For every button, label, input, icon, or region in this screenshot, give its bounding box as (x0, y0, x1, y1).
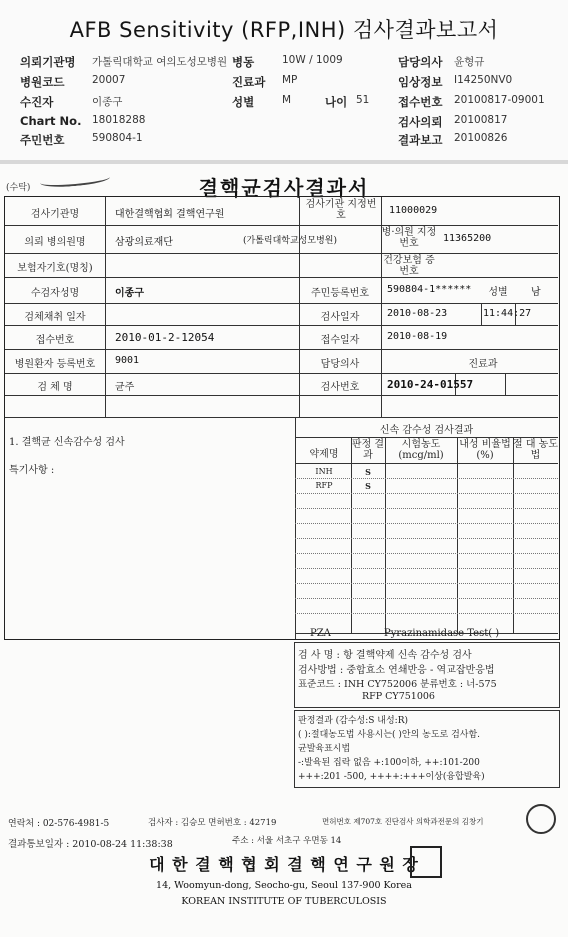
label-accession: 접수번호 (398, 95, 443, 109)
value-specimen: 균주 (115, 382, 135, 393)
col-proportion: 내성 비율법(%) (459, 439, 511, 461)
value-test-no: 2010-24-01557 (387, 378, 474, 391)
rule (295, 437, 558, 438)
value-hospital-sub: (가톨릭대학교성모병원) (243, 236, 337, 246)
form-title: 결핵균검사결과서 (198, 176, 370, 200)
rule (5, 325, 558, 326)
value-test-date: 2010-08-23 (387, 308, 448, 319)
report-header (0, 0, 568, 160)
label-sex: 성별 (488, 287, 508, 298)
label-hospital-code: 병·의원 지정번호 (381, 227, 437, 249)
rule (505, 373, 506, 395)
rule (295, 417, 296, 639)
header-row (0, 94, 568, 112)
label-report-date: 결과보고 (398, 133, 443, 147)
label-test-date: 검사일자 (320, 312, 360, 323)
value-sex: M (282, 94, 292, 106)
label-chart-no: Chart No. (20, 114, 82, 128)
scanned-form (0, 164, 568, 937)
standard-code-2: RFP CY751006 (362, 691, 435, 702)
label-department: 진료과 (232, 75, 266, 89)
header-row (0, 74, 568, 92)
value-chart-no: 18018288 (92, 114, 146, 126)
header-row (0, 114, 568, 132)
value-accession-no: 2010-01-2-12054 (115, 331, 215, 344)
judgement-line: 판정결과 (감수성:S 내성:R) (298, 716, 408, 726)
judgement-line: -:발육된 집락 없음 +:100이하, ++:101-200 (298, 758, 480, 768)
pza-test: Pyrazinamidase Test( ) (384, 628, 500, 639)
notify-date: 결과통보일자 : 2010-08-24 11:38:38 (8, 839, 173, 850)
value-requesting-hospital: 삼광의료재단 (115, 237, 173, 248)
label-test-institution: 검사기관명 (30, 209, 80, 220)
row-rule (295, 493, 558, 494)
received-mark: (수탁) (6, 183, 31, 193)
label-institution: 의뢰기관명 (20, 55, 76, 69)
label-institution-code: 검사기관 지정번호 (305, 199, 377, 221)
label-sex: 성별 (232, 95, 255, 109)
label-hospital-code: 병원코드 (20, 75, 65, 89)
rule (5, 253, 558, 254)
value-request-date: 20100817 (454, 114, 508, 126)
address-en: 14, Woomyun-dong, Seocho-gu, Seoul 137-900 Korea (156, 880, 412, 891)
value-institution: 가톨릭대학교 여의도성모병원 (92, 56, 228, 68)
value-rrn: 590804-1****** (387, 284, 472, 295)
label-clinical-info: 임상정보 (398, 75, 443, 89)
remarks-label: 특기사항 : (9, 465, 55, 476)
rule (5, 277, 558, 278)
label-patient: 수진자 (20, 95, 54, 109)
row-rule (295, 613, 558, 614)
label-insurer: 보험자기호(명칭) (17, 263, 93, 274)
value-doctor: 윤형규 (454, 56, 485, 68)
row-rule (295, 553, 558, 554)
label-age: 나이 (325, 95, 348, 109)
label-test-no: 검사번호 (320, 382, 360, 393)
col-drug: 약제명 (309, 449, 339, 460)
col-concentration: 시험농도 (mcg/ml) (398, 439, 444, 461)
value-age: 51 (356, 94, 370, 106)
row-rule (295, 523, 558, 524)
value-hospital-code: 11365200 (443, 233, 492, 244)
tester: 검사자 : 김승모 면허번호 : 42719 (148, 818, 277, 828)
value-hospital-code: 20007 (92, 74, 126, 86)
value-institution-code: 11000029 (389, 205, 438, 216)
value-clinical-info: I14250NV0 (454, 74, 513, 86)
value-test-time: 11:44:27 (483, 308, 532, 319)
label-rrn: 주민등록번호 (311, 288, 369, 299)
value-patient-name: 이종구 (115, 288, 144, 299)
label-receipt-date: 접수일자 (320, 335, 360, 346)
judgement-line: ( ):절대농도법 사용시는( )안의 농도로 검사함. (298, 730, 481, 740)
rule (105, 197, 106, 417)
rule (5, 303, 558, 304)
value-rrn: 590804-1 (92, 132, 143, 144)
drug-result: S (365, 467, 371, 477)
value-accession: 20100817-09001 (454, 94, 545, 106)
value-ward: 10W / 1009 (282, 54, 343, 66)
doctor-seal (526, 804, 556, 834)
row-rule (295, 478, 558, 479)
judgement-line: 균발육표시법 (298, 744, 351, 754)
rule (5, 373, 558, 374)
label-accession-no: 접수번호 (35, 335, 75, 346)
rule (513, 437, 514, 633)
label-insurance-no: 건강보험 증번호 (383, 255, 435, 277)
rule (481, 303, 482, 325)
method-name: 검 사 명 : 항 결핵약제 신속 감수성 검사 (298, 650, 472, 661)
form-table (4, 196, 560, 640)
contact: 연락처 : 02-576-4981-5 (8, 819, 110, 829)
label-rrn: 주민번호 (20, 133, 65, 147)
drug-result: S (365, 481, 371, 491)
header-row (0, 132, 568, 150)
label-attending-doctor: 담당의사 (320, 359, 360, 370)
value-sex: 남 (531, 287, 541, 298)
rule (5, 417, 558, 418)
rule (5, 225, 558, 226)
rule (5, 395, 558, 396)
judgement-line: +++:201 -500, ++++:+++이상(융합발육) (298, 772, 485, 782)
official-seal (410, 846, 442, 878)
report-title: AFB Sensitivity (RFP,INH) 검사결과보고서 (69, 18, 499, 42)
value-test-institution: 대한결핵협회 결핵연구원 (115, 209, 225, 220)
row-rule (295, 508, 558, 509)
col-judgement: 판정 결과 (351, 439, 385, 461)
license: 면허번호 제707호 진단검사 의학과전문의 김창기 (322, 817, 484, 826)
label-specimen: 검 체 명 (37, 382, 73, 393)
label-doctor: 담당의사 (398, 55, 443, 69)
label-request-date: 검사의뢰 (398, 115, 443, 129)
rule (295, 463, 558, 464)
label-patient-name: 수검자성명 (30, 288, 80, 299)
label-requesting-hospital: 의뢰 병의원명 (24, 237, 86, 248)
row-rule (295, 583, 558, 584)
col-absolute: 절 대 농도법 (513, 439, 558, 461)
pza-label: PZA (310, 628, 331, 639)
value-hospital-patient-no: 9001 (115, 355, 140, 366)
label-hospital-patient-no: 병원환자 등록번호 (14, 359, 96, 370)
rapid-result-title: 신속 감수성 검사결과 (379, 425, 474, 436)
value-patient: 이종구 (92, 96, 123, 108)
rule (5, 349, 558, 350)
label-ward: 병동 (232, 55, 255, 69)
row-rule (295, 568, 558, 569)
rule (385, 437, 386, 633)
row-rule (295, 538, 558, 539)
organization-name: 대 한 결 핵 협 회 결 핵 연 구 원 장 (149, 855, 419, 874)
value-report-date: 20100826 (454, 132, 508, 144)
section-title: 1. 결핵균 신속감수성 검사 (9, 437, 125, 448)
value-receipt-date: 2010-08-19 (387, 331, 448, 342)
method: 검사방법 : 중합효소 연쇄반응 - 역교잡반응법 (298, 665, 495, 676)
row-rule (295, 598, 558, 599)
label-dept: 진료과 (468, 359, 498, 370)
address-kr: 주소 : 서울 서초구 우면동 14 (232, 836, 342, 846)
standard-code: 표준코드 : INH CY752006 분류번호 : 너-575 (298, 679, 497, 690)
value-department: MP (282, 74, 298, 86)
drug-name: RFP (315, 481, 333, 490)
drug-name: INH (315, 467, 333, 476)
label-collection-date: 검체채취 일자 (24, 312, 86, 323)
organization-en: KOREAN INSTITUTE OF TUBERCULOSIS (181, 896, 387, 907)
rule (457, 437, 458, 633)
header-row (0, 54, 568, 72)
